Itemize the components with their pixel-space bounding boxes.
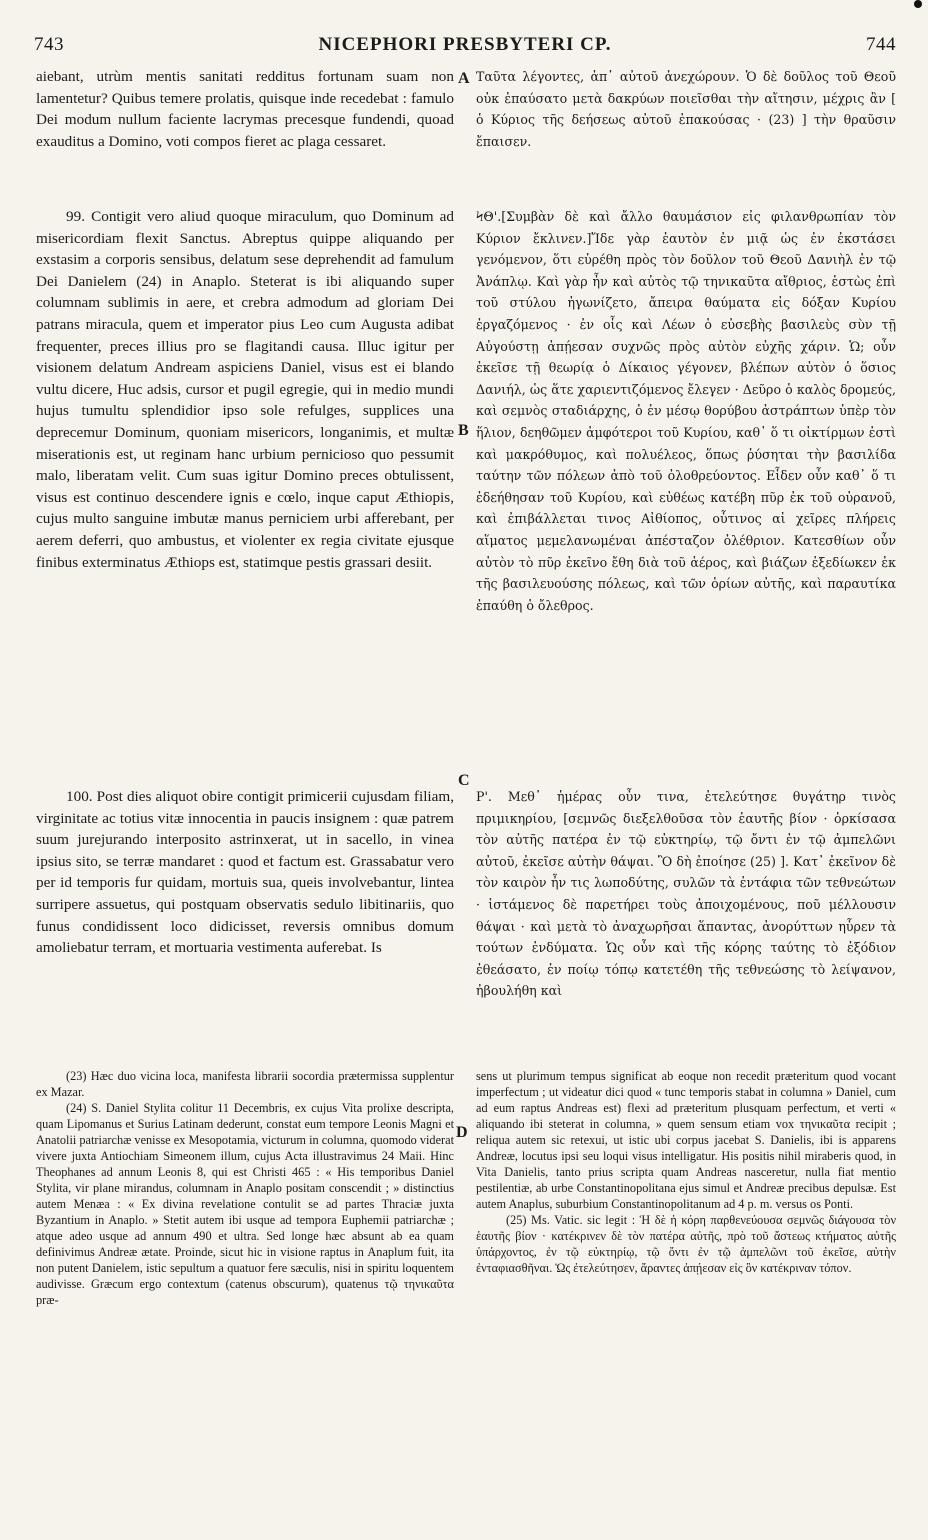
page-header (34, 30, 896, 60)
latin-paragraph-100: 100. Post dies aliquot obire contigit primicerii cujusdam filiam, virginitate ac totius vitæ innocentia in paucis insignem : quæ patrem suum jurejurando interposito astrinxerat, ut in sacello, in vinea ipsius sito, se terræ mandaret : quod et factum est. Grassabatur vero per id temporis fur quidam, mortuis sua, queis involvebantur, lintea surripere assuetus, qui postquam observatis sedulo libitinariis, quo funus condidissent loco didicisset, reversis omnibus domum amoliebatur terram, et mortuaria vestimenta auferebat. Is (36, 788, 454, 957)
latin-column-2 (36, 206, 454, 573)
latin-paragraph-99: 99. Contigit vero aliud quoque miraculum, quo Dominum ad misericordiam flexit Sanctus. Abreptus quippe aliquando per exstasim a corporis sensibus, delatum sese deprehendit ad famulum Dei Danielem (24) in Anaplo. Steterat is ibi aliquando super columnam sublimis in aere, et crebra admodum ad gloriam Dei patrans miracula, quem et imperator pius Leo cum Augusta adibat frequenter, preces illius pro se flagitandi causa. Illuc igitur per visionem delatum Andream aspiciens Daniel, visus est ei blando vultu dicere, Huc adsis, cursor et pugil egregie, qui in medio mundi hujus tumultu splendidior ipso sole refulges, supplices una deprecemur Dominum, quoniam misericors, longanimis, et multæ miserationis est, ut reginam hanc urbium pernicioso quo pessumit malo, liberatam velit. Cum suas igitur Domino preces obtulissent, visus est continuo descendere ignis e cœlo, inque caput Æthiopis, cujus multo sanguine imbutæ manus perniciem urbi afferebant, per aerem deferri, quo ambustus, et violenter ex regia civitate ejusque finibus exterminatus Æthiops est, statimque pestis grassari desiit. (36, 208, 454, 571)
greek-paragraph-100: Ρ'. Μεθ᾽ ἡμέρας οὖν τινα, ἐτελεύτησε θυγάτηρ τινὸς πριμικηρίου, [σεμνῶς διεξελθοῦσα τὸν ἑαυτῆς βίον · ὁρκίσασα τὸν αὐτῆς πατέρα ἐν τῷ εὐκτηρίῳ, τῷ ὄντι ἐν τῷ ἀμπελῶνι αὐτοῦ, ἐκεῖσε αὐτὴν θάψαι. Ὃ δὴ ἐποίησε (25) ]. Κατ᾽ ἐκεῖνον δὲ τὸν καιρὸν ἦν τις λωποδύτης, συλῶν τὰ ἐντάφια τῶν τεθνεώτων · ἱστάμενος δὲ παρετήρει τοὺς ἀποιχομένους, ποῦ μέλλουσιν θάψαι · καὶ μετὰ τὸ ἀναχωρῆσαι ἅπαντας, ἀνορύττων ηὗρεν τὰ τούτων ἐνδύματα. Ὡς οὖν καὶ τῆς κόρης ταύτης τὸ ἐξόδιον ἐθεάσατο, ἐν ποίῳ τόπῳ κατετέθη τῆς τεθνεώσης τὸ λείψανον, ἠβουλήθη καὶ (476, 789, 896, 999)
margin-mark-b: B (458, 422, 469, 439)
footnote-25: (25) Ms. Vatic. sic legit : Ἡ δὲ ἡ κόρη παρθενεύουσα σεμνῶς διάγουσα τὸν ἑαυτῆς βίον · κατέκρινεν δὲ τὸν πατέρα αὐτῆς, πρὸ τοῦ ἄστεως κτήματος αὐτῆς ὑπάρχοντος, ἐν τῷ εὐκτηρίῳ, τῷ ὄντι ἐν τῷ ἀμπελῶνι τοῦ ἐκεῖσε, αὐτὴν ἐνταφιασθῆναι. Ὡς ἐτελεύτησεν, ἄραντες ἀπῄεσαν εἰς ὃν κατέκριναν τόπον. (476, 1213, 896, 1275)
margin-mark-d: D (456, 1124, 468, 1141)
greek-column-2 (476, 206, 896, 616)
greek-paragraph-99: ϞΘ'.[Συμβὰν δὲ καὶ ἄλλο θαυμάσιον εἰς φιλανθρωπίαν τὸν Κύριον ἔκλινεν.]Ἴδε γὰρ ἑαυτὸν ἐν μιᾷ ὡς ἐν ἐκστάσει γενόμενον, ὅτι εὑρέθη πρὸς τὸν δοῦλον τοῦ Θεοῦ Δανιὴλ ἐν τῷ Ἀνάπλῳ. Καὶ γὰρ ἦν καὶ αὐτὸς τῷ τηνικαῦτα αἴθριος, ἑστὼς ἐπὶ τοῦ στύλου ἠγωνίζετο, ἄπειρα θαύματα εἰς δόξαν Κυρίου ἐργαζόμενος · ἐν οἷς καὶ Λέων ὁ εὐσεβὴς βασιλεὺς σὺν τῇ Αὐγούστῃ ἀπῄεσαν συχνῶς πρὸς αὐτὸν εὐχῆς χάριν. Ὡ; οὖν ἐκεῖσε τῇ θεωρίᾳ ὁ Δίκαιος γέγονεν, βλέπων αὐτὸν ὁ ὅσιος Δανιήλ, ὡς ἅτε χαριεντιζόμενος ἔλεγεν · Δεῦρο ὁ καλὸς δρομεύς, καὶ σεμνὸς σταδιάρχης, ὁ ἐν μέσῳ θορύβου ἀστράπτων ὑπὲρ τὸν ἥλιον, δεηθῶμεν ἀμφότεροι τοῦ Κυρίου, καθ᾽ ὅ τι οἰκτίρμων ἐστὶ καὶ μακρόθυμος, καὶ πολυέλεος, ὅπως ῥύσηται τὴν βασιλίδα ταύτην τῶν πόλεων ἀπὸ τοῦ ὀλοθρεύοντος. Εἶδεν οὖν καθ᾽ ὅ τι ἐδεήθησαν τοῦ Κυρίου, καὶ εὐθέως κατέβη πῦρ ἐκ τοῦ οὐρανοῦ, καὶ ἐπιβάλλεται τινος Αἰθίοπος, οὗτινος αἱ χεῖρες πλήρεις αἵματος μεμελανωμέναι ἀπέσταζον ὀλέθριον. Κατεσθίων οὖν αὐτὸν τὸ πῦρ ἐκεῖνο ἔθη διὰ τοῦ ἀέρος, καὶ βιάζων ἐξεδίωκεν ἐκ τῆς βασιλευούσης πόλεως, καὶ τῶν ὁρίων αὐτῆς, καὶ παραυτίκα ἐπαύθη ὁ ὄλεθρος. (476, 209, 896, 613)
page-number-right: 744 (866, 34, 896, 55)
footnotes-right (476, 1068, 896, 1276)
ink-spot (914, 0, 922, 8)
greek-paragraph-1: Ταῦτα λέγοντες, ἀπ᾽ αὐτοῦ ἀνεχώρουν. Ὁ δὲ δοῦλος τοῦ Θεοῦ οὐκ ἐπαύσατο μετὰ δακρύων ποιεῖσθαι τὴν αἴτησιν, μέχρις ἂν [ ὁ Κύριος τῆς δεήσεως αὐτοῦ ἐπακούσας · (23) ] τὴν θραῦσιν ἔπαισεν. (476, 69, 896, 149)
running-title: NICEPHORI PRESBYTERI CP. (318, 34, 612, 55)
footnotes-left (36, 1068, 454, 1308)
footnote-23: (23) Hæc duo vicina loca, manifesta librarii socordia prætermissa supplentur ex Mazar. (36, 1069, 454, 1099)
footnote-24: (24) S. Daniel Stylita colitur 11 Decembris, ex cujus Vita prolixe descripta, quam Lipomanus et Surius Latinam dederunt, constat eum tempore Leonis Magni et Anatolii patriarchæ venisse ex Mesopotamia, victurum in columna, quomodo viderat vivere juxta Antiochiam Simeonem illum, cujus Acta illustravimus 24 Maii. Hinc Theophanes ad annum Leonis 8, qui est Christi 465 : « His temporibus Daniel Stylita, vir plane mirandus, columnam in Anaplo positam conscendit ; » distinctius autem Menæa : « Ex divina revelatione contulit se ad partes Thraciæ juxta Byzantium in Anaplo. » Stetit autem ibi usque ad tempora Euphemii patriarchæ ; atque adeo usque ad annum 490 et ultra. Sed longe hæc absunt ab ea quam definivimus Andreæ ætate. Proinde, sicut hic in visione raptus in Anaplum fuit, ita non putent Danielem, istic sepultum a quatuor fere sæculis, nisi in spiritu loquentem audivisse. Græcum ergo contextum (catenus obscurum), quatenus τῷ τηνικαῦτα præ- (36, 1101, 454, 1307)
margin-mark-c: C (458, 772, 470, 789)
greek-column (476, 66, 896, 152)
latin-column (36, 66, 454, 152)
latin-paragraph-1: aiebant, utrùm mentis sanitati redditus fortunam suam non lamentetur? Quibus temere prolatis, quisque inde recedebat : famulo Dei modum nullum faciente lacrymas precesque fundendi, quoad exauditus a Domino, voti compos fieret ac plaga cessaret. (36, 68, 454, 150)
page-number-left: 743 (34, 34, 64, 55)
greek-column-3 (476, 786, 896, 1002)
footnote-24-continued: sens ut plurimum tempus significat ab eoque non recedit præteritum quod vocant imperfectum ; ut videatur dici quod « tunc temporis stabat in columna » Daniel, cum ad eum raptus Andreas est) flexi ad præteritum plusquam perfectum, et verti « aliquando ibi steterat in columna, » quem sensum etiam vox τηνικαῦτα recipit ; reliqua autem sic retexui, ut istic ubi corpus jacebat S. Danielis, ibi is apparens Andreæ, locutus ipsi seu loqui visus intelligatur. His positis nihil miraberis quod, in Vita Danielis, tanto prius scripta quam Andreas nasceretur, nulla fiat mentio pestilentiæ, ab urbe Constantinopolitana ejus simul et Andreæ precibus depulsæ. Est autem Anaplus, suburbium Constantinopolitanum ad 4 p. m. versus os Ponti. (476, 1069, 896, 1211)
latin-column-3 (36, 786, 454, 959)
margin-mark-a: A (458, 70, 470, 87)
